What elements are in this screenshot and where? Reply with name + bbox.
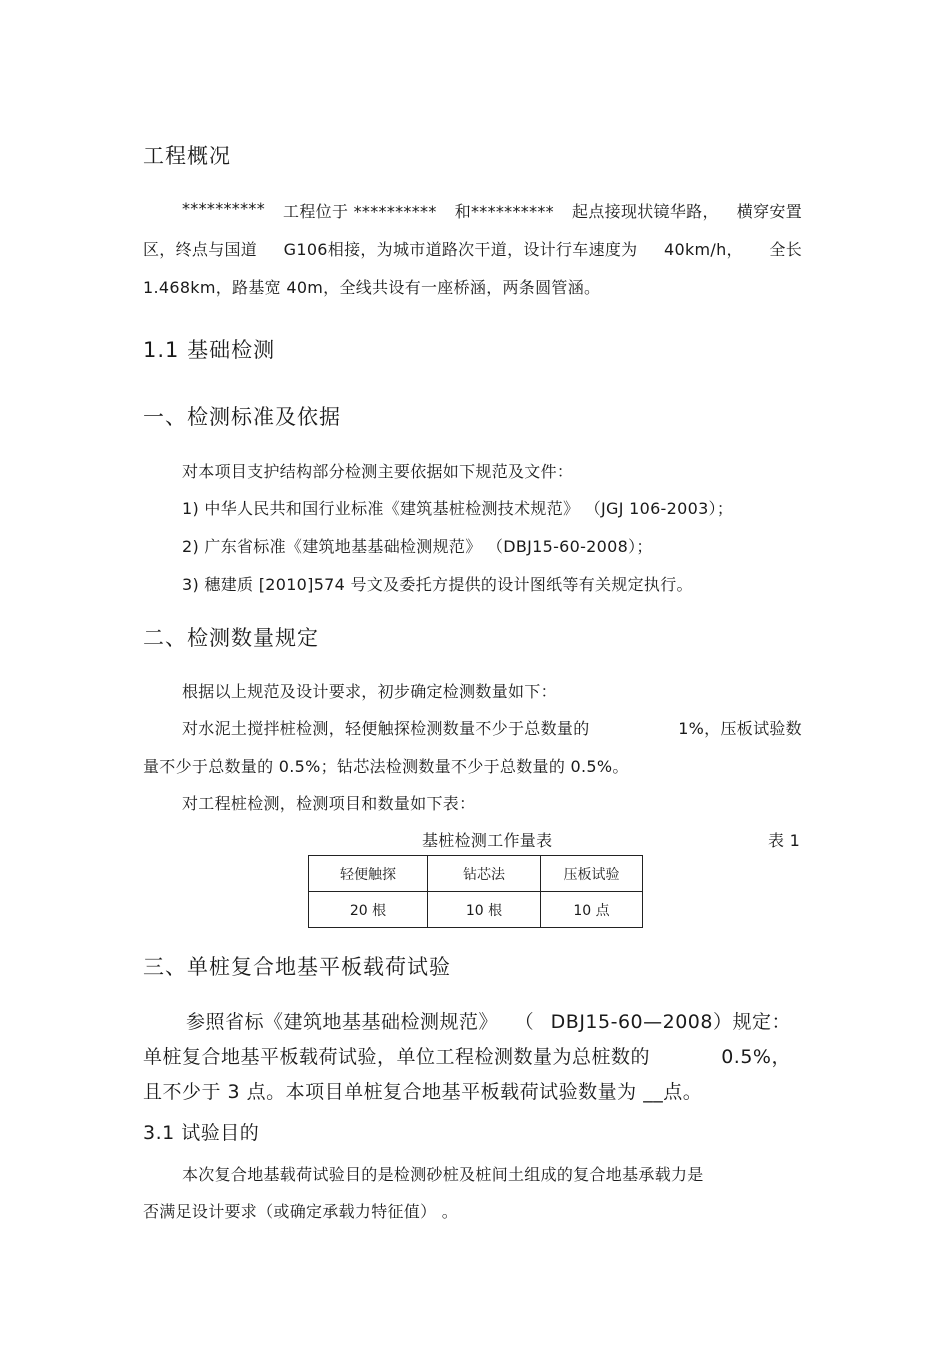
list-item: 2) 广东省标准《建筑地基基础检测规范》 （DBJ15-60-2008）；: [182, 537, 653, 556]
table-number: 表 1: [768, 831, 801, 850]
pile-testing-workload-table: [308, 855, 643, 928]
text-segment: 单桩复合地基平板载荷试验，单位工程检测数量为总桩数的: [143, 1046, 651, 1068]
section-3-1-line-2: 否满足设计要求（或确定承载力特征值） 。: [143, 1202, 459, 1221]
table-cell: 10 点: [541, 892, 643, 928]
text-segment: DBJ15-60—2008）规定：: [550, 1011, 791, 1033]
text-segment: G106相接，为城市道路次干道，设计行车速度为: [283, 240, 638, 259]
heading-3-1-test-purpose: 3.1 试验目的: [143, 1122, 260, 1144]
heading-section-three: 三、单桩复合地基平板载荷试验: [143, 955, 451, 979]
text-segment: 和**********: [454, 202, 554, 221]
table-row: [309, 892, 643, 928]
text-segment: 参照省标《建筑地基基础检测规范》: [186, 1011, 499, 1033]
table-header-cell: 压板试验: [541, 856, 643, 892]
section-two-line-a: [182, 716, 802, 739]
section-two-intro: 根据以上规范及设计要求，初步确定检测数量如下：: [182, 682, 557, 701]
text-segment: 工程位于 **********: [283, 202, 437, 221]
heading-1-1-foundation-testing: 1.1 基础检测: [143, 338, 276, 362]
text-segment: 横穿安置: [736, 202, 802, 221]
heading-section-two: 二、检测数量规定: [143, 626, 319, 650]
section-two-line-b: 量不少于总数量的 0.5%；钻芯法检测数量不少于总数量的 0.5%。: [143, 757, 629, 776]
text-segment: **********: [182, 199, 265, 218]
overview-line-1: [182, 199, 802, 222]
table-header-cell: 轻便触探: [309, 856, 428, 892]
overview-line-2: [143, 237, 802, 260]
section-one-intro: 对本项目支护结构部分检测主要依据如下规范及文件：: [182, 462, 574, 481]
section-two-line-c: 对工程桩检测，检测项目和数量如下表：: [182, 794, 476, 813]
text-segment: 0.5%，: [721, 1046, 791, 1068]
table-caption: 基桩检测工作量表: [422, 831, 553, 850]
section-three-line-3: 且不少于 3 点。本项目单桩复合地基平板载荷试验数量为 __点。: [143, 1081, 703, 1103]
section-three-line-2: [143, 1042, 791, 1069]
heading-section-one: 一、检测标准及依据: [143, 405, 341, 429]
table-header-row: [309, 856, 643, 892]
list-item: 3) 穗建质 [2010]574 号文及委托方提供的设计图纸等有关规定执行。: [182, 575, 693, 594]
text-segment: 40km/h，: [664, 240, 743, 259]
overview-line-3: 1.468km，路基宽 40m，全线共设有一座桥涵，两条圆管涵。: [143, 278, 601, 297]
table-cell: 20 根: [309, 892, 428, 928]
text-segment: （: [514, 1011, 535, 1033]
text-segment: 1%，压板试验数: [678, 719, 802, 738]
text-segment: 起点接现状镜华路，: [572, 202, 719, 221]
list-item: 1) 中华人民共和国行业标准《建筑基桩检测技术规范》 （JGJ 106-2003）；: [182, 499, 734, 518]
text-segment: 区，终点与国道: [143, 240, 258, 259]
section-3-1-line-1: 本次复合地基载荷试验目的是检测砂桩及桩间土组成的复合地基承载力是: [182, 1165, 704, 1184]
section-three-line-1: [186, 1007, 791, 1034]
text-segment: 对水泥土搅拌桩检测，轻便触探检测数量不少于总数量的: [182, 719, 590, 738]
text-segment: 全长: [769, 240, 802, 259]
table-header-cell: 钻芯法: [428, 856, 541, 892]
heading-project-overview: 工程概况: [143, 144, 231, 168]
table-cell: 10 根: [428, 892, 541, 928]
